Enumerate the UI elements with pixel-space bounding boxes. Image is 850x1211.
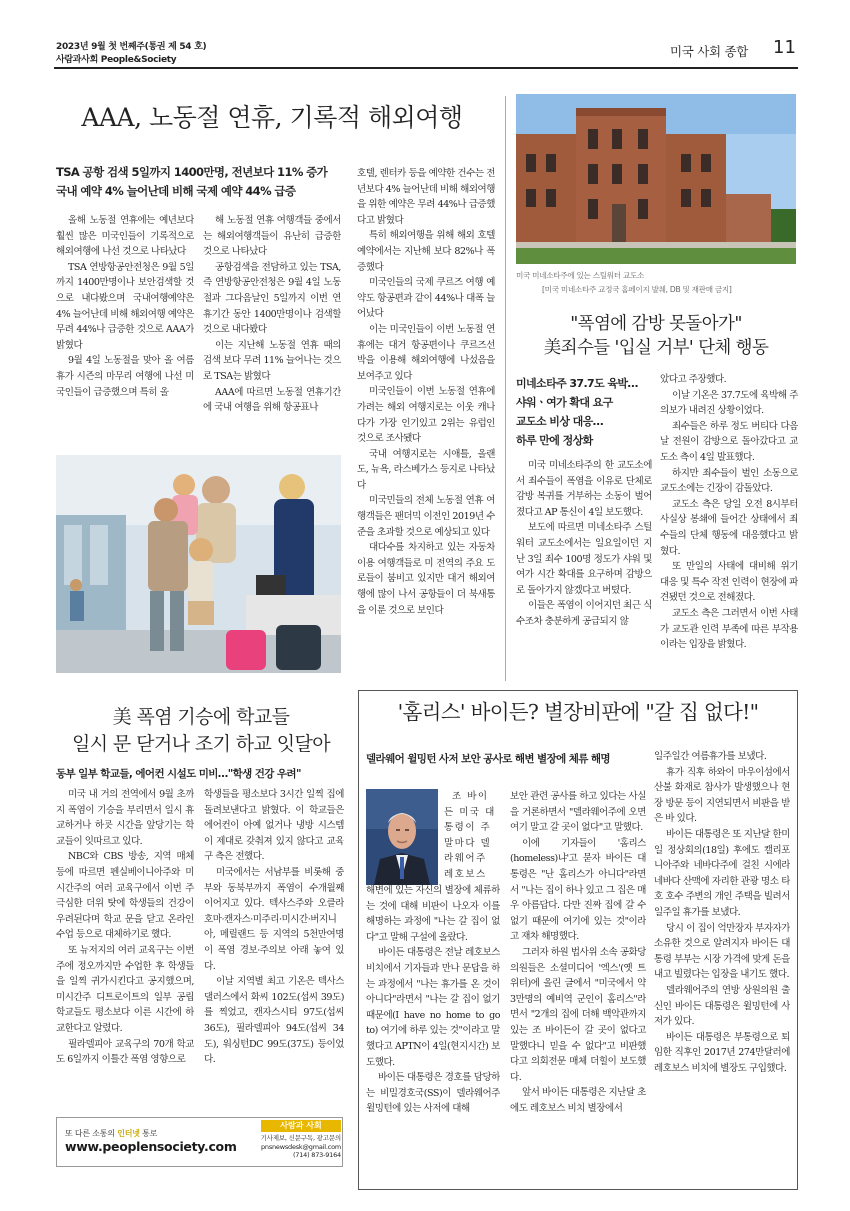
- lead-line: 레호보스: [444, 868, 487, 880]
- paragraph: 델라웨어주의 연방 상원의원 출신인 바이든 대통령은 윌밍턴에 사저가 있다.: [654, 984, 790, 1028]
- paragraph: 바이든 대통령은 전날 레호보스 비치에서 기자들과 만나 문답을 하는 과정에서 "나는 휴가를 온 것이 아니다"라면서 "나는 갈 집이 없기 때문에(I have no home to go to) 여기에 하루 있는 것"이라고 말했다고 APTN이 4일(현지시간) 보도했다.: [366, 947, 500, 1068]
- prison-photo: [516, 94, 796, 264]
- paragraph: 호텔, 렌터카 등을 예약한 건수는 전년보다 4% 늘어난데 비해 해외여행을 위한 예약은 무려 44%나 급증했다고 밝혔다: [357, 168, 495, 226]
- photo-credit: [미국 미네소타주 교정국 홈페이지 발췌, DB 및 재판매 금지]: [542, 285, 732, 294]
- ad-tagline-highlight: 인터넷: [117, 1129, 140, 1138]
- paragraph: 학생들을 평소보다 3시간 일찍 집에 돌려보낸다고 밝혔다. 이 학교들은 에어컨이 아예 없거나 냉방 시스템이 제대로 갖춰져 있지 않다고 교육구 측은 전했다.: [204, 789, 344, 863]
- paragraph: 국내 여행지로는 시애틀, 올랜도, 뉴욕, 라스베가스 등지로 나타났다: [357, 448, 495, 491]
- paragraph: 하지만 죄수들이 벌인 소동으로 교도소에는 긴장이 감돌았다.: [660, 467, 798, 495]
- paragraph: 미국에서는 서남부를 비롯해 중부와 동북부까지 폭염이 수개월째 이어지고 있다. 텍사스주와 오클라호마·캔자스·미주리·미시간·버지니아, 메릴랜드 등 지역의 5천만여명이 폭염 경보·주의보 아래 놓여 있다.: [204, 866, 344, 972]
- paragraph: 이에 기자들이 '홈리스(homeless)냐'고 묻자 바이든 대통령은 "난 홈리스가 아니다"라면서 "나는 집이 하나 있고 그 집은 매우 아름답다. 다만 진짜 집에 갈 수 없기 때문에 여기에 있는 것"이라고 재차 해명했다.: [510, 837, 646, 943]
- article4-lead-lines: [444, 789, 500, 883]
- issue-line: 2023년 9월 첫 번째주(통권 제 54 호): [56, 42, 207, 52]
- airport-family-photo: [56, 455, 341, 673]
- paragraph: 또 만일의 사태에 대비해 위기 대응 및 특수 작전 인력이 현장에 파견됐던 것으로 전해졌다.: [660, 561, 798, 604]
- article2-subtitle-line: 샤워ㆍ여가 확대 요구: [516, 396, 613, 409]
- paragraph: NBC와 CBS 방송, 지역 매체 등에 따르면 펜실베이니아주와 미시간주의 여러 교육구에서 이번 주 극심한 더위 탓에 학생들의 건강이 우려된다며 학교 문을 닫고 온라인 수업 등으로 대체하기로 했다.: [56, 851, 194, 941]
- paragraph: 해변에 있는 자신의 별장에 체류하는 것에 대해 비판이 나오자 이를 해명하는 과정에 "나는 갈 집이 없다"고 말해 구설에 올랐다.: [366, 885, 500, 943]
- lead-line: 조 바이: [452, 791, 489, 802]
- article4-col2: [510, 789, 646, 1183]
- article4-title: '홈리스' 바이든? 별장비판에 "갈 집 없다!": [397, 700, 759, 724]
- paragraph: 9월 4일 노동절을 맞아 올 여름 휴가 시즌의 마무리 여행에 나선 미국인들이 급증했으며 특히 올: [56, 355, 194, 398]
- lead-line: 통령이 주: [444, 822, 492, 834]
- paragraph: 교도소 측은 그러면서 이번 사태가 교도관 인력 부족에 따른 부작용이라는 입장을 밝혔다.: [660, 607, 798, 651]
- biden-portrait-photo: [366, 789, 438, 885]
- paragraph: 그러자 하원 법사위 소속 공화당 의원들은 소셜미디어 '엑스'(옛 트위터)에 올린 글에서 "미국에서 약 3만명의 예비역 군인이 홈리스"라면서 "2개의 집에 더해 백악관까지 있는 조 바이든이 갈 곳이 없다고 말했다니 믿을 수 없다"고 비판했다고 의회전문 매체 더힐이 보도했다.: [510, 946, 646, 1083]
- paragraph: 미국 미네소타주의 한 교도소에서 죄수들이 폭염을 이유로 단체로 감방 복귀를 거부하는 소동이 벌어졌다고 AP 통신이 4일 보도했다.: [516, 460, 652, 518]
- paragraph: 해 노동절 연휴 여행객들 중에서는 해외여행객들이 유난히 급증한 것으로 나타났다: [203, 215, 341, 258]
- paragraph: 이들은 폭염이 이어지던 최근 식수조차 충분하게 공급되지 않: [516, 600, 652, 627]
- paragraph: 보안 관련 공사를 하고 있다는 사실을 거론하면서 "델라웨어주에 오면 여기 말고 갈 곳이 없다"고 말했다.: [510, 791, 646, 834]
- ad-email[interactable]: pnsnewsdesk@gmail.com: [260, 1142, 341, 1151]
- article1-col1: [56, 213, 194, 448]
- article3-title-line: 美 폭염 기승에 학교들: [112, 706, 290, 728]
- paragraph: 이날 기온은 37.7도에 육박해 주의보가 내려진 상황이었다.: [660, 389, 798, 417]
- article4-col1: [366, 883, 500, 1183]
- paragraph: 바이든 대통령은 또 지난달 한미일 정상회의(18일) 후에도 캘리포니아주와 네바다주에 걸친 시에라 네바다 산맥에 자리한 관광 명소 타호 호수 주변의 개인 주택을 빌려서 일주일 휴가를 보냈다.: [654, 828, 790, 918]
- paragraph: 올해 노동절 연휴에는 예년보다 훨씬 많은 미국인들이 기록적으로 해외여행에 나선 것으로 나타났다: [56, 215, 194, 258]
- ad-url-link[interactable]: www.peoplensociety.com: [65, 1139, 237, 1154]
- photo-caption: 미국 미네소타주에 있는 스틸워터 교도소: [516, 271, 645, 280]
- paragraph: TSA 연방항공안전청은 9월 5일까지 1400만명이나 보안검색할 것으로 내다봤으며 국내여행예약은 4% 늘어난데 비해 해외여행 예약은 무려 44%나 급증한 것으로 AAA가 밝혔다: [56, 261, 194, 351]
- ad-badge: 사람과 사회: [261, 1120, 341, 1132]
- article1-title: AAA, 노동절 연휴, 기록적 해외여행: [81, 103, 463, 132]
- article2-subtitle-line: 미네소타주 37.7도 육박…: [516, 377, 638, 390]
- paragraph: 았다고 주장했다.: [660, 374, 727, 385]
- paper-name: 사람과사회 People&Society: [56, 55, 177, 65]
- article2-title: [516, 312, 796, 360]
- article2-col2: [660, 372, 798, 684]
- article2-subtitle: [516, 374, 656, 450]
- lead-line: 말마다 델: [444, 837, 492, 849]
- article2-subtitle-line: 하루 만에 정상화: [516, 434, 593, 447]
- article2-subtitle-line: 교도소 비상 대응…: [516, 415, 604, 428]
- ad-tagline-text: 통로: [139, 1129, 158, 1138]
- article3-col2: [204, 787, 344, 1087]
- header-rule: [54, 67, 798, 69]
- ad-tagline-text: 또 다른 소통의: [65, 1129, 118, 1138]
- section-title: 미국 사회 종합: [670, 44, 748, 59]
- ad-info-line: 기사제보, 신문구독, 광고문의: [260, 1134, 341, 1142]
- paragraph: 필라델피아 교육구의 70개 학교도 6일까지 이틀간 폭염 영향으로: [56, 1038, 194, 1066]
- ad-phone: (714) 873-9164: [292, 1151, 341, 1159]
- paragraph: 앞서 바이든 대통령은 지난달 초에도 레호보스 비치 별장에서: [510, 1087, 646, 1114]
- paragraph: 미국인들이 이번 노동절 연휴에 가려는 해외 여행지로는 이웃 캐나다가 가장 인기있고 2위는 유럽인 것으로 조사됐다: [357, 386, 495, 445]
- lead-line: 든 미국 대: [444, 806, 496, 818]
- paragraph: 휴가 직후 하와이 마우이섬에서 산불 화재로 참사가 발생했으나 현장 방문 등이 지연되면서 비판을 받은 바 있다.: [654, 766, 790, 825]
- article4-subtitle: 델라웨어 윌밍턴 사저 보안 공사로 해변 별장에 체류 해명: [366, 753, 610, 765]
- paragraph: 보도에 따르면 미네소타주 스틸워터 교도소에서는 일요일이던 지난 3일 죄수 100명 정도가 샤워 및 여가 시간 확대를 요구하며 감방으로 돌아가지 않겠다고 버텼다.: [516, 522, 652, 596]
- article3-subtitle: 동부 일부 학교들, 에어컨 시설도 미비…"학생 건강 우려": [56, 768, 301, 780]
- paragraph: 특히 해외여행을 위해 해외 호텔 예약에서는 지난해 보다 82%나 폭증했다: [357, 230, 495, 273]
- column-divider: [505, 96, 506, 681]
- article3-title-line: 일시 문 닫거나 조기 하교 잇달아: [71, 733, 330, 755]
- paragraph: 미국 내 거의 전역에서 9월 초까지 폭염이 기승을 부리면서 일시 휴교하거나 하굣 시간을 앞당기는 학교들이 잇따르고 있다.: [56, 789, 194, 847]
- website-ad[interactable]: [56, 1117, 343, 1167]
- paragraph: 죄수들은 하루 정도 버티다 다음날 전원이 감방으로 돌아갔다고 교도소 측이 4일 발표했다.: [660, 420, 798, 463]
- paragraph: 미국민들의 전체 노동절 연휴 여행객들은 팬더믹 이전인 2019년 수준을 초과할 것으로 예상되고 있다: [357, 495, 495, 538]
- paragraph: 이는 지난해 노동절 연휴 때의 검색 보다 무려 11% 늘어나는 것으로 TSA는 밝혔다: [203, 339, 341, 382]
- article4-col3: [654, 749, 790, 1183]
- article3-title: [56, 704, 346, 758]
- paragraph: 당시 이 집이 억만장자 부자자가 소유한 것으로 알려지자 바이든 대통령 부부는 시장 가격에 맞게 돈을 내고 빌렸다는 입장을 내기도 했다.: [654, 922, 790, 981]
- article1-subtitle: [56, 163, 356, 201]
- paragraph: 이날 지역별 최고 기온은 텍사스 댈러스에서 화씨 102도(섭씨 39도)를 찍었고, 캔자스시티 97도(섭씨 36도), 필라델피아 94도(섭씨 34도), 워싱턴DC 99도(37도) 등이었다.: [204, 976, 344, 1066]
- paragraph: 미국인들의 국제 쿠르즈 여행 예약도 항공편과 같이 44%나 대폭 늘어났다: [357, 277, 495, 320]
- article1-col2: [203, 213, 341, 448]
- page-number: 11: [773, 37, 796, 58]
- paragraph: 또 뉴저지의 여러 교육구는 이번 주에 정오까지만 수업한 후 학생들을 일찍 귀가시킨다고 공지했으며, 미시간주 디트로이트의 일부 공립학교들도 평소보다 이른 시간에 하교한다고 알렸다.: [56, 944, 194, 1034]
- article2-title-line: 美죄수들 '입실 거부' 단체 행동: [543, 338, 769, 358]
- article1-col3: [357, 166, 495, 682]
- article2-col1: [516, 458, 652, 684]
- paragraph: 일주일간 여름휴가를 보냈다.: [654, 751, 767, 762]
- article2-title-line: "폭염에 감방 못돌아가": [570, 314, 742, 334]
- paragraph: 이는 미국인들이 이번 노동절 연휴에는 대거 항공편이나 쿠르즈선박을 이용해 해외여행에 나섰음을 보여주고 있다: [357, 323, 495, 382]
- paragraph: 바이든 대통령은 경호를 담당하는 비밀경호국(SS)이 델라웨어주 윌밍턴에 있는 사저에 대해: [366, 1072, 500, 1115]
- paragraph: 공항검색을 전담하고 있는 TSA, 즉 연방항공안전청은 9월 4일 노동절과 그다음날인 5일까지 이번 연휴기간 동안 1400만명이나 검색할 것으로 내다봤다: [203, 261, 341, 336]
- paragraph: 바이든 대통령은 부통령으로 퇴임한 직후인 2017년 274만달러에 레호보스 비치에 별장도 구입했다.: [654, 1031, 790, 1074]
- article1-subtitle-line: TSA 공항 검색 5일까지 1400만명, 전년보다 11% 증가: [56, 165, 328, 179]
- paragraph: 대다수를 차지하고 있는 자동차 이용 여행객들로 미 전역의 주요 도로들이 붐비고 있지만 대거 해외여행에 많이 나서 공항들이 더 북새통을 이룬 것으로 보인다: [357, 542, 495, 616]
- paragraph: AAA에 따르면 노동절 연휴기간에 국내 여행을 위해 항공표나: [203, 386, 341, 414]
- article1-subtitle-line: 국내 예약 4% 늘어난데 비해 국제 예약 44% 급증: [56, 184, 296, 198]
- paragraph: 교도소 측은 당일 오전 8시부터 사실상 봉쇄에 들어간 상태에서 죄수들의 단체 행동에 대응했다고 밝혔다.: [660, 498, 798, 557]
- lead-line: 라웨어주: [444, 853, 487, 865]
- ad-info: [243, 1134, 341, 1160]
